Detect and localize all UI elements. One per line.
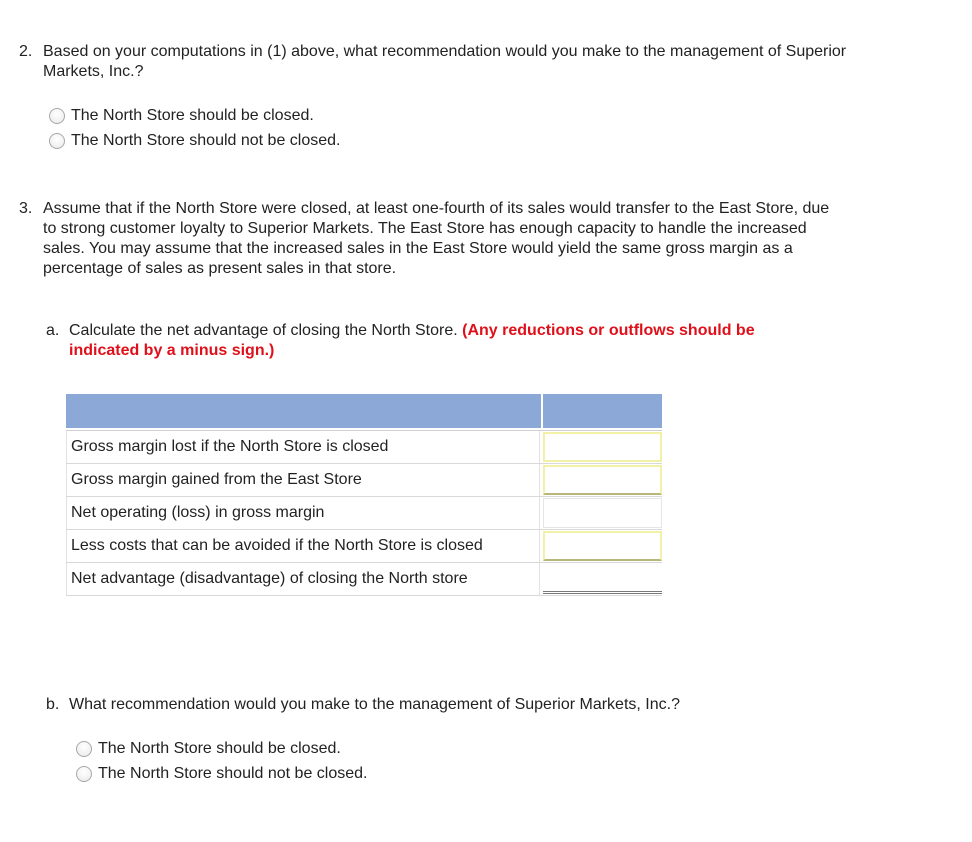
radio-button[interactable] xyxy=(76,741,92,757)
avoidable-costs-input[interactable] xyxy=(543,531,662,561)
part-a-text: Calculate the net advantage of closing the North Store. xyxy=(69,322,458,339)
b-option-closed-label: The North Store should be closed. xyxy=(98,739,341,757)
part-b-options xyxy=(76,736,368,786)
b-option-not-closed-label: The North Store should not be closed. xyxy=(98,764,368,782)
question-2-options xyxy=(49,103,341,153)
part-b xyxy=(46,695,846,715)
net-advantage-total xyxy=(543,563,662,594)
table-row xyxy=(66,431,662,464)
table-header-label-col xyxy=(66,394,543,428)
gross-margin-lost-input[interactable] xyxy=(543,432,662,462)
q2-option-closed-label: The North Store should be closed. xyxy=(71,106,314,124)
row-label-gross-margin-lost: Gross margin lost if the North Store is closed xyxy=(66,431,540,463)
row-label-net-advantage: Net advantage (disadvantage) of closing the North store xyxy=(66,563,540,595)
question-3 xyxy=(19,199,869,279)
part-b-letter: b. xyxy=(46,696,60,713)
table-header-value-col xyxy=(543,394,662,428)
radio-button[interactable] xyxy=(49,108,65,124)
table-row xyxy=(66,497,662,530)
table-header xyxy=(66,394,662,428)
net-advantage-table xyxy=(66,394,662,596)
table-row xyxy=(66,464,662,497)
question-3-number: 3. xyxy=(19,200,33,217)
part-b-text: What recommendation would you make to the management of Superior Markets, Inc.? xyxy=(69,696,680,713)
q2-option-not-closed[interactable] xyxy=(49,128,341,153)
part-a-instruction: (Any reductions or outflows should be indicated by a minus sign.) xyxy=(69,322,755,359)
gross-margin-gained-input[interactable] xyxy=(543,465,662,495)
b-option-not-closed[interactable] xyxy=(76,761,368,786)
question-2-number: 2. xyxy=(19,43,33,60)
part-a xyxy=(46,321,846,361)
table-row xyxy=(66,563,662,596)
b-option-closed[interactable] xyxy=(76,736,368,761)
table-row xyxy=(66,530,662,563)
radio-button[interactable] xyxy=(76,766,92,782)
row-label-gross-margin-gained: Gross margin gained from the East Store xyxy=(66,464,540,496)
part-a-prompt xyxy=(69,321,829,361)
question-3-text: Assume that if the North Store were closed, at least one-fourth of its sales would transfer to the East Store, due to strong customer loyalty to Superior Markets. The East Store has enough capacity to handle the increased sales. You may assume that the increased sales in the East Store would yield the same gross margin as a percentage of sales as present sales in that store. xyxy=(43,200,830,277)
row-label-net-operating-loss: Net operating (loss) in gross margin xyxy=(66,497,540,529)
row-label-avoidable-costs: Less costs that can be avoided if the North Store is closed xyxy=(66,530,540,562)
question-2 xyxy=(19,42,869,82)
q2-option-closed[interactable] xyxy=(49,103,341,128)
net-operating-loss-value xyxy=(543,498,662,528)
q2-option-not-closed-label: The North Store should not be closed. xyxy=(71,131,341,149)
radio-button[interactable] xyxy=(49,133,65,149)
part-a-letter: a. xyxy=(46,322,60,339)
question-2-text: Based on your computations in (1) above, what recommendation would you make to the management of Superior Markets, Inc.? xyxy=(43,43,847,80)
